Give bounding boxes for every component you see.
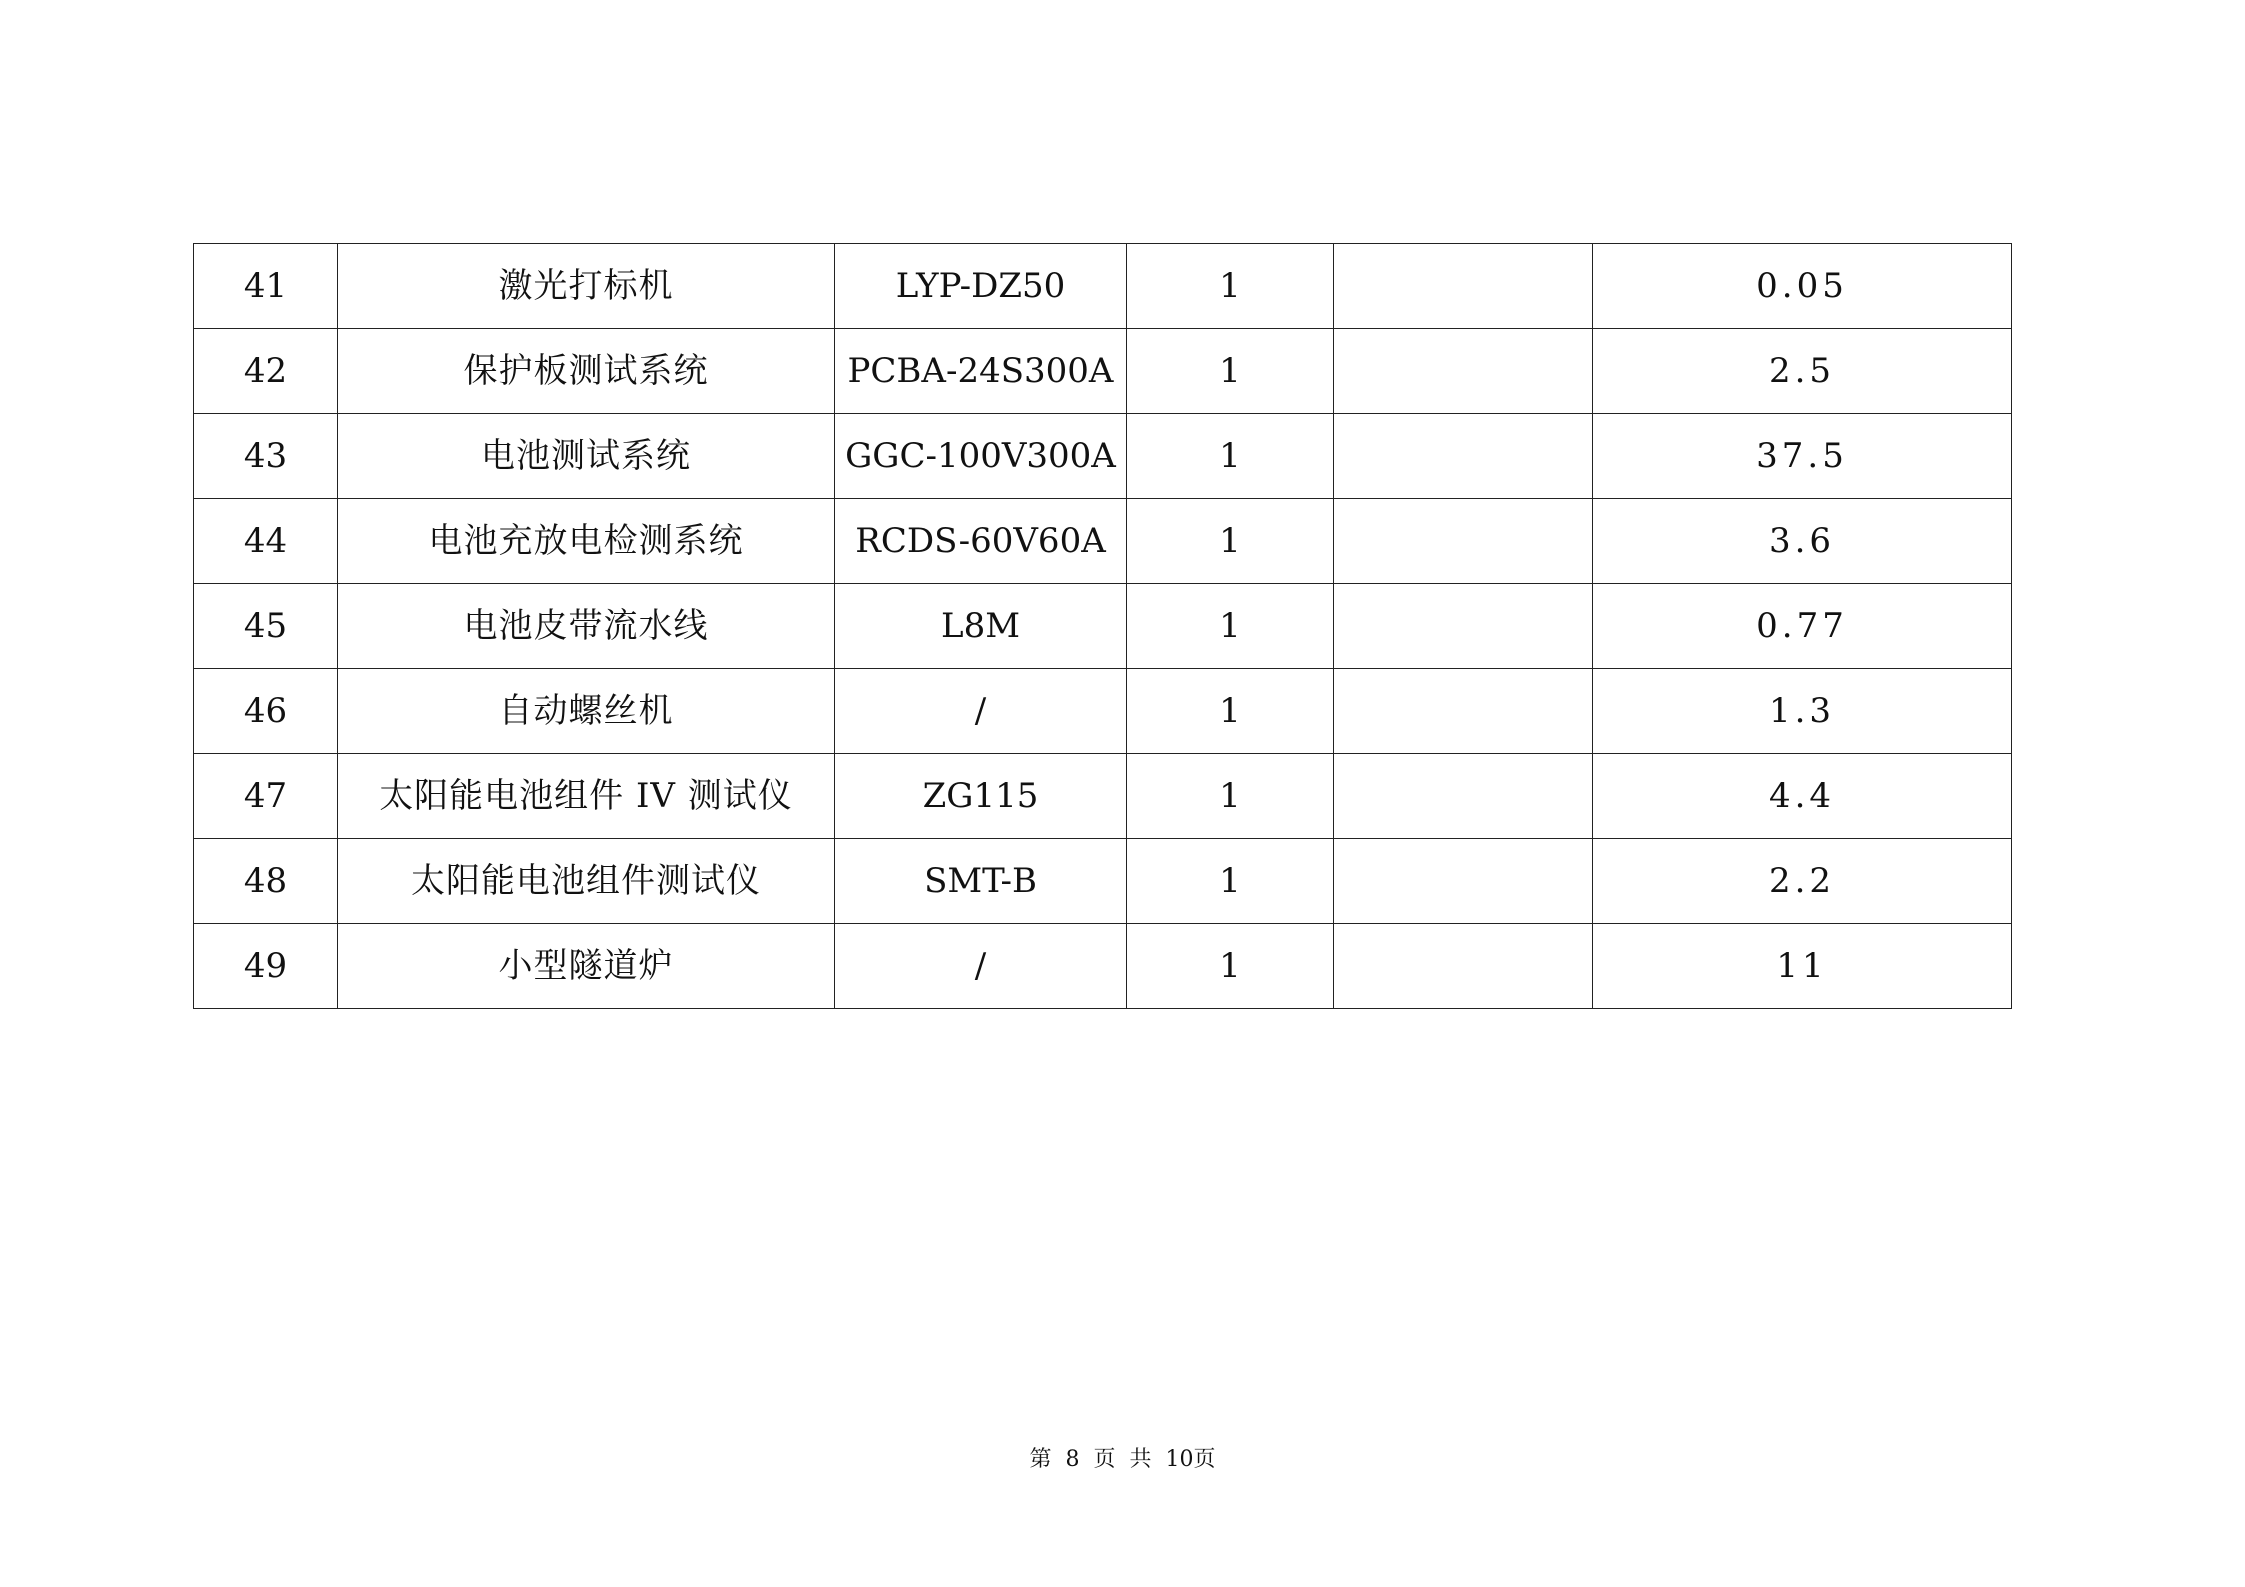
quantity-cell: 1 [1127, 754, 1334, 839]
model-cell: ZG115 [835, 754, 1127, 839]
equipment-name-cell: 自动螺丝机 [338, 669, 835, 754]
quantity-cell: 1 [1127, 244, 1334, 329]
equipment-table-body [194, 244, 2012, 1009]
row-number-cell: 48 [194, 839, 338, 924]
power-cell: 4.4 [1593, 754, 2012, 839]
model-cell: RCDS-60V60A [835, 499, 1127, 584]
power-cell: 11 [1593, 924, 2012, 1009]
page-unit-label: 页 [1093, 1447, 1116, 1472]
power-cell: 1.3 [1593, 669, 2012, 754]
quantity-cell: 1 [1127, 839, 1334, 924]
equipment-name-cell: 小型隧道炉 [338, 924, 835, 1009]
equipment-name-cell: 电池测试系统 [338, 414, 835, 499]
model-cell: GGC-100V300A [835, 414, 1127, 499]
power-cell: 0.77 [1593, 584, 2012, 669]
row-number-cell: 47 [194, 754, 338, 839]
power-cell: 2.2 [1593, 839, 2012, 924]
power-cell: 0.05 [1593, 244, 2012, 329]
table-row [194, 414, 2012, 499]
quantity-cell: 1 [1127, 329, 1334, 414]
empty-cell [1334, 669, 1593, 754]
page-footer [0, 1442, 2245, 1473]
equipment-name-cell: 激光打标机 [338, 244, 835, 329]
row-number-cell: 46 [194, 669, 338, 754]
empty-cell [1334, 499, 1593, 584]
table-row [194, 839, 2012, 924]
row-number-cell: 43 [194, 414, 338, 499]
power-cell: 3.6 [1593, 499, 2012, 584]
equipment-name-cell: 太阳能电池组件 IV 测试仪 [338, 754, 835, 839]
power-cell: 37.5 [1593, 414, 2012, 499]
total-prefix-label: 共 [1129, 1447, 1152, 1472]
equipment-name-cell: 电池充放电检测系统 [338, 499, 835, 584]
table-row [194, 754, 2012, 839]
empty-cell [1334, 244, 1593, 329]
total-unit-label: 页 [1193, 1447, 1216, 1472]
equipment-name-cell: 保护板测试系统 [338, 329, 835, 414]
model-cell: L8M [835, 584, 1127, 669]
quantity-cell: 1 [1127, 924, 1334, 1009]
empty-cell [1334, 414, 1593, 499]
power-cell: 2.5 [1593, 329, 2012, 414]
row-number-cell: 49 [194, 924, 338, 1009]
quantity-cell: 1 [1127, 499, 1334, 584]
row-number-cell: 45 [194, 584, 338, 669]
model-cell: LYP-DZ50 [835, 244, 1127, 329]
page-prefix-label: 第 [1029, 1447, 1052, 1472]
row-number-cell: 41 [194, 244, 338, 329]
table-row [194, 924, 2012, 1009]
model-cell: / [835, 669, 1127, 754]
quantity-cell: 1 [1127, 584, 1334, 669]
page-total: 10 [1165, 1447, 1194, 1472]
model-cell: / [835, 924, 1127, 1009]
equipment-table [193, 243, 2012, 1009]
equipment-name-cell: 电池皮带流水线 [338, 584, 835, 669]
empty-cell [1334, 329, 1593, 414]
empty-cell [1334, 924, 1593, 1009]
quantity-cell: 1 [1127, 669, 1334, 754]
empty-cell [1334, 754, 1593, 839]
equipment-name-cell: 太阳能电池组件测试仪 [338, 839, 835, 924]
quantity-cell: 1 [1127, 414, 1334, 499]
model-cell: PCBA-24S300A [835, 329, 1127, 414]
empty-cell [1334, 839, 1593, 924]
row-number-cell: 42 [194, 329, 338, 414]
table-row [194, 499, 2012, 584]
row-number-cell: 44 [194, 499, 338, 584]
table-row [194, 329, 2012, 414]
page-number: 8 [1065, 1447, 1080, 1472]
table-row [194, 584, 2012, 669]
model-cell: SMT-B [835, 839, 1127, 924]
table-row [194, 244, 2012, 329]
empty-cell [1334, 584, 1593, 669]
table-row [194, 669, 2012, 754]
